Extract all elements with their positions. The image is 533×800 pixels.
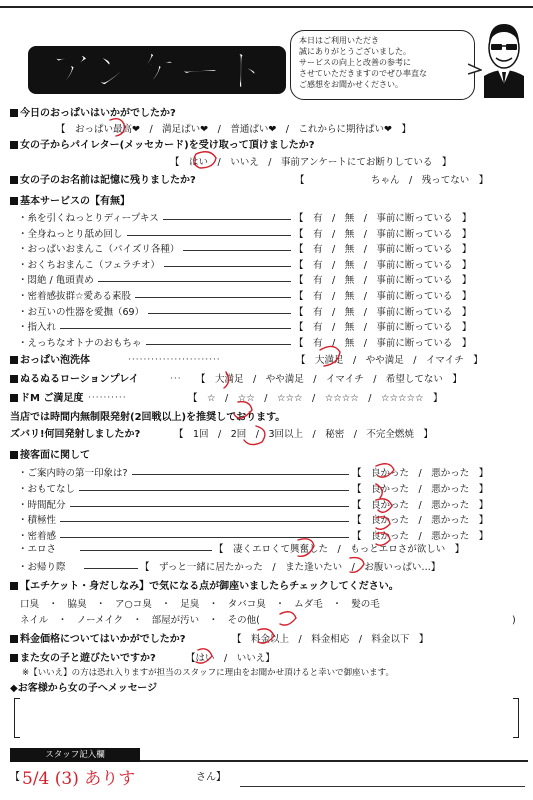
q4-item-options[interactable]: 【 有 / 無 / 事前に断っている 】 [294,228,472,240]
leader-line [127,235,291,236]
leader-line [60,537,349,538]
leader-line [164,266,291,267]
q7-question: ドM ご満足度 [20,393,84,404]
signature-line [240,786,525,787]
leader-dots: ·········· [88,393,127,403]
q4-item-options[interactable]: 【 有 / 無 / 事前に断っている 】 [294,275,472,287]
q10-options-line2[interactable]: ネイル ・ ノーメイク ・ 部屋が汚い ・ その他( [20,615,260,626]
q9-item-options[interactable]: 【 良かった / 悪かった 】 [352,499,489,511]
bullet-square-icon [10,582,18,590]
q12-note: ※【いいえ】の方は恐れ入りますが担当のスタッフに理由をお聞かせ頂けると幸いで御座います。 [22,668,394,678]
q9-row [10,450,525,462]
q11-options[interactable]: 【 料金以上 / 料金相応 / 料金以下 】 [232,634,429,645]
bullet-square-icon [10,109,18,117]
q9-item-label: ・密着感 [18,531,57,543]
q9-item-label: ・ご案内時の第一印象は? [18,468,128,479]
q4-item-options[interactable]: 【 有 / 無 / 事前に断っている 】 [294,291,472,302]
q5-question: おっぱい泡洗体 [20,355,90,366]
bracket-left [14,698,20,738]
survey-title: アンケート [48,46,266,97]
leader-line [79,490,349,491]
q8-note: 当店では時間内無制限発射(2回戦以上)を推奨しております。 [10,412,286,423]
q4-item-label: ・糸を引くねっとりディープキス [18,213,159,224]
leader-line [163,219,291,220]
q4-question: 基本サービスの【有無】 [20,196,130,207]
q4-item-options[interactable]: 【 有 / 無 / 事前に断っている 】 [294,322,472,334]
staff-avatar-icon [478,14,530,98]
q12-options[interactable]: 【はい / いいえ】 [186,653,275,664]
leader-line [148,313,291,314]
q4-item-label: ・悶絶 / 亀頭責め [18,275,94,287]
q9-ero-label: ・エロさ [18,544,57,555]
q10-row [10,581,525,593]
leader-line [60,328,291,329]
q6-question: ぬるぬるローションプレイ [20,374,139,385]
bullet-square-icon [10,356,18,364]
bullet-square-icon [10,635,18,643]
q10-question: 【エチケット・身だしなみ】で気になる点が御座いましたらチェックしてください。 [20,581,399,592]
staff-section-tab: スタッフ記入欄 [10,748,140,762]
q9-question: 接客面に関して [20,450,90,461]
leader-line [84,568,138,569]
q4-item-options[interactable]: 【 有 / 無 / 事前に断っている 】 [294,337,472,349]
q4-item-options[interactable]: 【 有 / 無 / 事前に断っている 】 [294,306,472,318]
leader-line [98,281,291,282]
q9-item-options[interactable]: 【 良かった / 悪かった 】 [352,483,489,495]
q2-row [10,140,525,152]
bullet-square-icon [10,394,18,402]
leader-line [60,521,349,522]
leader-line [135,297,291,298]
q2-question: 女の子からパイレター(メッセカード)を受け取って頂けましたか? [20,140,315,151]
leader-dots: ··· [170,374,182,384]
leader-line [146,344,291,345]
leader-line [183,250,291,251]
q7-options[interactable]: 【 ☆ / ☆☆ / ☆☆☆ / ☆☆☆☆ / ☆☆☆☆☆ 】 [188,393,443,404]
q4-item-label: ・おくちおまんこ（フェラチオ） [18,259,160,271]
q3-question: 女の子のお名前は記憶に残りましたか? [20,175,196,186]
bullet-square-icon [10,654,18,662]
greeting-line: ご感想をお聞かせください。 [299,80,403,89]
greeting-line: させていただきますのでぜひ率直な [299,69,427,78]
bullet-square-icon [10,375,18,383]
q12-question: また女の子と遊びたいですか? [20,653,156,664]
bullet-square-icon [10,141,18,149]
bullet-square-icon [10,176,18,184]
staff-open-bracket: 【 [10,772,20,783]
message-label: ◆お客様から女の子へメッセージ [10,683,158,694]
q9-item-label: ・おもてなし [18,483,76,495]
q11-question: 料金価格についてはいかがでしたか? [20,634,186,645]
greeting-line: サービスの向上と改善の参考に [299,58,411,67]
leader-line [132,474,349,475]
q2-options[interactable]: 【 はい / いいえ / 事前アンケートにてお断りしている 】 [170,157,452,168]
q10-close-paren: ) [512,615,516,626]
message-box[interactable] [14,698,519,738]
greeting-line: 本日はご利用いただき [299,36,379,45]
q9-ero-options[interactable]: 【 凄くエロくて興奮した / もっとエロさが欲しい 】 [214,544,465,555]
leader-dots: ························ [128,355,221,365]
bullet-square-icon [10,451,18,459]
q4-row [10,196,525,208]
q10-options-line1[interactable]: 口臭 ・ 脇臭 ・ ア○コ臭 ・ 足臭 ・ タバコ臭 ・ ムダ毛 ・ 髪の毛 [20,599,380,610]
q8-question: ズバリ!何回発射しましたか? [10,429,141,440]
bracket-right [513,698,519,738]
q4-item-options[interactable]: 【 有 / 無 / 事前に断っている 】 [294,244,472,256]
q8-note-row [10,412,525,424]
q4-item-label: ・密着感抜群☆愛ある素股 [18,291,132,302]
q4-item-label: ・お互いの性器を愛撫（69） [18,306,145,318]
q9-item-options[interactable]: 【 良かった / 悪かった 】 [352,468,489,479]
leader-line [70,506,349,507]
staff-rule [140,760,528,762]
staff-suffix: さん】 [196,772,226,783]
q9-return-label: ・お帰り際 [18,562,66,573]
message-row [10,683,525,695]
q4-item-label: ・えっちなオトナのおもちゃ [18,337,142,349]
q4-item-label: ・指入れ [18,322,57,334]
q9-item-label: ・積極性 [18,515,57,527]
survey-title-logo [22,38,292,100]
q1-question: 今日のおっぱいはいかがでしたか? [20,108,176,119]
q9-return-options[interactable]: 【 ずっと一緒に居たかった / また逢いたい / お腹いっぱい…】 [140,562,441,573]
handwritten-staff-note: 5/4 (3) ありす [22,769,136,789]
q8-options[interactable]: 【 1回 / 2回 / 3回以上 / 秘密 / 不完全燃焼 】 [174,429,433,440]
q4-item-label: ・おっぱいおまんこ（パイズリ各種） [18,244,180,256]
q9-item-label: ・時間配分 [18,499,66,511]
q4-item-options[interactable]: 【 有 / 無 / 事前に断っている 】 [294,213,472,224]
q5-options[interactable]: 【 大満足 / やや満足 / イマイチ 】 [296,355,483,366]
greeting-bubble [290,30,475,100]
q6-options[interactable]: 【 大満足 / やや満足 / イマイチ / 希望してない 】 [196,374,462,385]
leader-line [80,550,212,551]
greeting-line: 誠にありがとうございました。 [299,47,411,56]
q1-options[interactable]: 【 おっぱい最高❤ / 満足ぱい❤ / 普通ぱい❤ / これからに期待ぱい❤ 】 [56,124,411,135]
q4-item-label: ・全身ねっとり舐め回し [18,228,123,240]
q1-row [10,108,525,120]
q3-options[interactable]: 【 ちゃん / 残ってない 】 [295,175,489,186]
bullet-square-icon [10,197,18,205]
q4-item-options[interactable]: 【 有 / 無 / 事前に断っている 】 [294,259,472,271]
top-rule [0,6,533,8]
q9-item-options[interactable]: 【 良かった / 悪かった 】 [352,531,489,543]
q9-item-options[interactable]: 【 良かった / 悪かった 】 [352,515,489,527]
